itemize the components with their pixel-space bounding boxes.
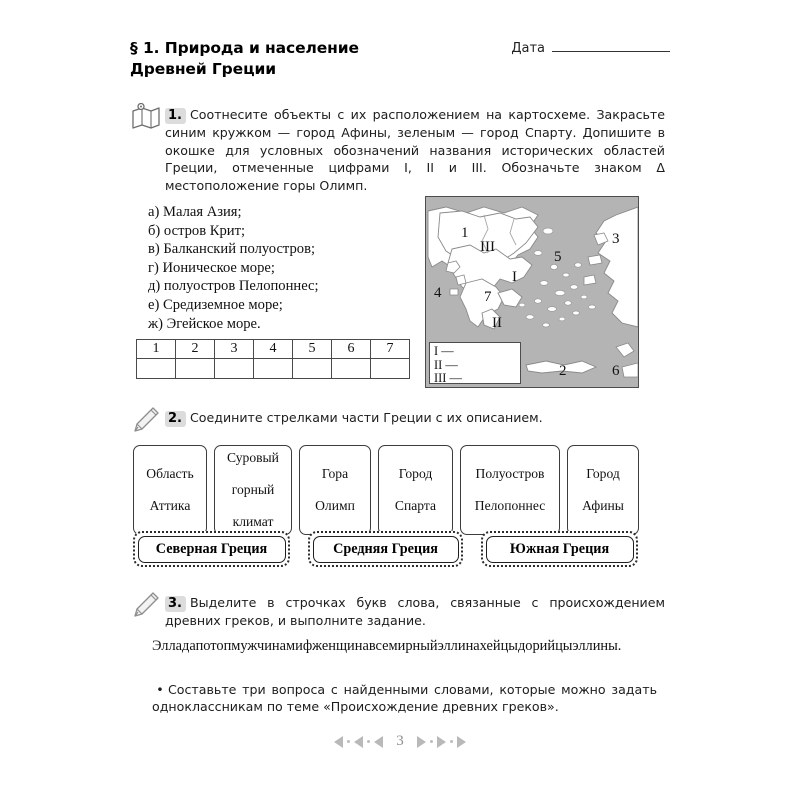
grid-header-cell: 6 [332, 340, 371, 359]
page-header [130, 38, 670, 100]
legend-entry-III[interactable]: III — [434, 371, 462, 386]
concept-box-row [133, 445, 639, 535]
greece-map[interactable] [425, 196, 639, 388]
map-icon [131, 103, 161, 131]
date-label: Дата [511, 41, 545, 56]
map-label-1: 1 [461, 225, 469, 241]
date-field[interactable] [511, 41, 670, 56]
task-1 [165, 106, 665, 194]
list-item: ж) Эгейское море. [148, 315, 261, 332]
concept-line: горный [231, 482, 275, 497]
concept-line: Гора [321, 466, 349, 481]
arrow-right-icon [437, 736, 446, 748]
page-number: 3 [396, 733, 404, 749]
table-row-answers[interactable] [137, 359, 410, 379]
list-item: а) Малая Азия; [148, 204, 242, 220]
grid-header-cell: 5 [293, 340, 332, 359]
bullet-dot-icon: • [156, 682, 164, 697]
task-2-number: 2. [165, 411, 186, 427]
arrow-left-icon [374, 736, 383, 748]
map-label-7: 7 [484, 289, 492, 305]
task-2-text: Соедините стрелками части Греции с их описанием. [189, 410, 543, 425]
list-item: в) Балканский полуостров; [148, 241, 316, 258]
task-3-number: 3. [165, 596, 186, 612]
answer-grid[interactable] [136, 339, 410, 379]
concept-box-attika[interactable] [133, 445, 207, 535]
task-3-bullet [152, 681, 657, 716]
dot-separator-icon [430, 740, 433, 743]
region-box-north-outer[interactable] [133, 531, 290, 567]
region-box-south-outer[interactable] [481, 531, 638, 567]
task-1-text-block [165, 106, 665, 194]
concept-box-peloponnese[interactable] [460, 445, 560, 535]
task-3-text: Выделите в строчках букв слова, связанные с происхождением древних греков, и выполните задание. [165, 595, 665, 629]
concept-box-sparta[interactable] [378, 445, 453, 535]
arrow-left-icon [334, 736, 343, 748]
map-legend[interactable] [429, 342, 521, 384]
task-3-bullet-text: Составьте три вопроса с найденными словами, которые можно задать одноклассникам по теме «Происхождение древних греков». [152, 682, 657, 715]
grid-header-cell: 4 [254, 340, 293, 359]
map-roman-I: I [512, 269, 517, 285]
task-2-text-block [165, 409, 665, 427]
dot-separator-icon [367, 740, 370, 743]
legend-entry-I[interactable]: I — [434, 344, 454, 358]
letter-string[interactable]: Элладапотопмужчинамифженщинавсемирныйэллинахейцыдорийцыэллины. [152, 638, 622, 654]
page-title [130, 38, 460, 80]
concept-line: Суровый [227, 450, 279, 465]
concept-line: Аттика [149, 498, 191, 513]
grid-header-cell: 1 [137, 340, 176, 359]
grid-header-cell: 7 [371, 340, 410, 359]
map-label-5: 5 [554, 249, 562, 265]
map-label-3: 3 [612, 231, 620, 247]
pencil-icon [131, 406, 161, 434]
pencil-icon [131, 591, 161, 619]
date-blank-line[interactable] [552, 50, 670, 52]
concept-line: Пелопоннес [474, 498, 546, 513]
concept-box-climate[interactable] [214, 445, 292, 535]
region-box-row [133, 531, 638, 567]
map-label-4: 4 [434, 285, 442, 301]
list-item: е) Средиземное море; [148, 296, 283, 313]
concept-line: Спарта [394, 498, 437, 513]
concept-box-athens[interactable] [567, 445, 639, 535]
page-footer [0, 733, 800, 750]
list-item: д) полуостров Пелопоннес; [148, 278, 319, 295]
region-box-south[interactable]: Южная Греция [486, 536, 634, 563]
arrow-left-icon [354, 736, 363, 748]
grid-answer-cell[interactable] [215, 359, 254, 379]
task-3-text-block [165, 594, 665, 630]
map-label-2: 2 [559, 363, 567, 379]
task-2 [165, 409, 665, 427]
section-title-line-1: § 1. Природа и население [130, 39, 359, 57]
dot-separator-icon [347, 740, 350, 743]
task-1-number: 1. [165, 108, 186, 124]
table-row-headers [137, 340, 410, 359]
list-item: г) Ионическое море; [148, 259, 275, 276]
concept-line: Город [586, 466, 620, 481]
arrow-right-icon [457, 736, 466, 748]
concept-box-olymp[interactable] [299, 445, 371, 535]
concept-line: Область [146, 466, 194, 481]
grid-answer-cell[interactable] [137, 359, 176, 379]
map-label-6: 6 [612, 363, 620, 379]
grid-answer-cell[interactable] [254, 359, 293, 379]
task-3 [165, 594, 665, 630]
grid-answer-cell[interactable] [293, 359, 332, 379]
grid-answer-cell[interactable] [176, 359, 215, 379]
dot-separator-icon [450, 740, 453, 743]
concept-line: Полуостров [475, 466, 545, 481]
legend-entry-II[interactable]: II — [434, 357, 458, 372]
section-title-line-2: Древней Греции [130, 60, 276, 78]
task-1-item-list [148, 203, 408, 333]
concept-line: Афины [582, 498, 624, 513]
list-item: б) остров Крит; [148, 222, 246, 239]
concept-line: климат [232, 514, 274, 529]
grid-header-cell: 3 [215, 340, 254, 359]
grid-answer-cell[interactable] [332, 359, 371, 379]
arrow-right-icon [417, 736, 426, 748]
region-box-central-outer[interactable] [308, 531, 463, 567]
grid-answer-cell[interactable] [371, 359, 410, 379]
region-box-central[interactable]: Средняя Греция [313, 536, 459, 563]
grid-header-cell: 2 [176, 340, 215, 359]
concept-line: Город [398, 466, 433, 481]
map-roman-II: II [492, 315, 502, 331]
concept-line: Олимп [315, 498, 355, 513]
map-roman-III: III [480, 239, 495, 255]
task-1-text: Соотнесите объекты с их расположением на картосхеме. Закрасьте синим кружком — город Афины, зеленым — город Спарту. Допишите в окошке для условных обозначений названия исторических областей Греции, отмеченные цифрами I, II и III. Обозначьте знаком Δ местоположение горы Олимп. [165, 107, 665, 193]
region-box-north[interactable]: Северная Греция [138, 536, 286, 563]
